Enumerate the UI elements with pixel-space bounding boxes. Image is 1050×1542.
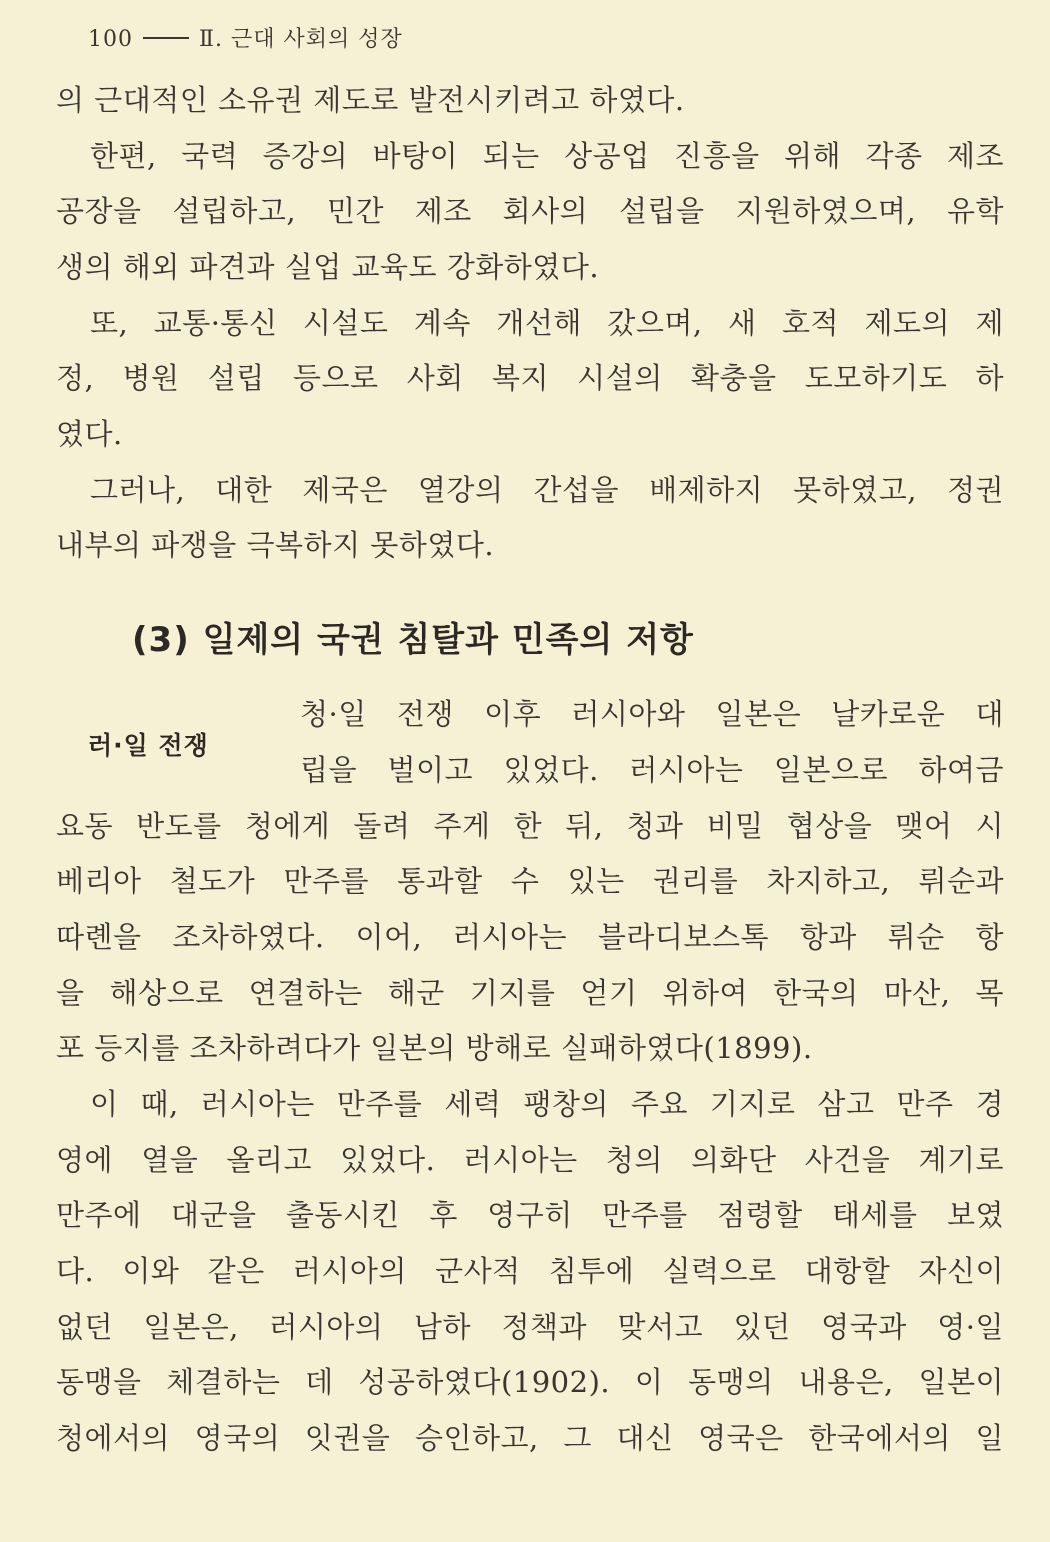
- text-line: 요동 반도를 청에게 돌려 주게 한 뒤, 청과 비밀 협상을 맺어 시: [56, 809, 1004, 843]
- text-line: 청·일 전쟁 이후 러시아와 일본은 날카로운 대: [300, 697, 1004, 731]
- text-line: 정, 병원 설립 등으로 사회 복지 시설의 확충을 도모하기도 하: [56, 361, 1004, 395]
- text-line: 따롄을 조차하였다. 이어, 러시아는 블라디보스톡 항과 뤼순 항: [56, 920, 1004, 954]
- text-line: 또, 교통·통신 시설도 계속 개선해 갔으며, 새 호적 제도의 제: [90, 306, 1004, 340]
- text-line: 영에 열을 올리고 있었다. 러시아는 청의 의화단 사건을 계기로: [56, 1143, 1004, 1177]
- side-heading: 러·일 전쟁: [88, 731, 209, 760]
- text-line: 공장을 설립하고, 민간 제조 회사의 설립을 지원하였으며, 유학: [56, 194, 1004, 228]
- text-line: 였다.: [56, 417, 123, 451]
- text-line: 없던 일본은, 러시아의 남하 정책과 맞서고 있던 영국과 영·일: [56, 1310, 1004, 1344]
- text-line: 이 때, 러시아는 만주를 세력 팽창의 주요 기지로 삼고 만주 경: [90, 1087, 1004, 1121]
- header-rule: [143, 37, 189, 39]
- text-line: 생의 해외 파견과 실업 교육도 강화하였다.: [56, 250, 600, 284]
- text-line: 포 등지를 조차하려다가 일본의 방해로 실패하였다(1899).: [56, 1031, 813, 1065]
- chapter-title: Ⅱ. 근대 사회의 성장: [199, 27, 403, 52]
- text-line: 동맹을 체결하는 데 성공하였다(1902). 이 동맹의 내용은, 일본이: [56, 1365, 1004, 1399]
- text-line: 만주에 대군을 출동시킨 후 영구히 만주를 점령할 태세를 보였: [56, 1198, 1004, 1232]
- text-line: 의 근대적인 소유권 제도로 발전시키려고 하였다.: [56, 83, 685, 117]
- running-header: [88, 22, 403, 53]
- text-line: 다. 이와 같은 러시아의 군사적 침투에 실력으로 대항할 자신이: [56, 1254, 1004, 1288]
- text-line: 내부의 파쟁을 극복하지 못하였다.: [56, 528, 495, 562]
- section-title: (3) 일제의 국권 침탈과 민족의 저항: [132, 620, 694, 660]
- text-line: 립을 벌이고 있었다. 러시아는 일본으로 하여금: [300, 753, 1004, 787]
- text-line: 을 해상으로 연결하는 해군 기지를 얻기 위하여 한국의 마산, 목: [56, 976, 1004, 1010]
- text-line: 베리아 철도가 만주를 통과할 수 있는 권리를 차지하고, 뤼순과: [56, 864, 1004, 898]
- text-line: 그러나, 대한 제국은 열강의 간섭을 배제하지 못하였고, 정권: [90, 473, 1004, 507]
- text-line: 청에서의 영국의 잇권을 승인하고, 그 대신 영국은 한국에서의 일: [56, 1421, 1004, 1455]
- page-number: 100: [88, 27, 133, 52]
- text-line: 한편, 국력 증강의 바탕이 되는 상공업 진흥을 위해 각종 제조: [90, 139, 1004, 173]
